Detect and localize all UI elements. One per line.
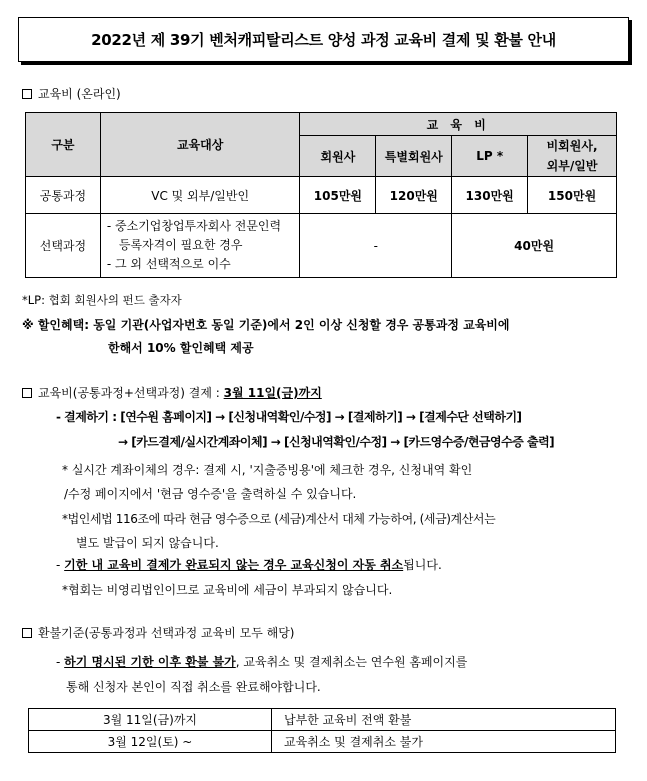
- payment-steps-line-2: → [카드결제/실시간계좌이체] → [신청내역확인/수정] → [카드영수증/현금영수증 출력]: [118, 435, 555, 449]
- page-title: 2022년 제 39기 벤처캐피탈리스트 양성 과정 교육비 결제 및 환불 안내: [18, 17, 629, 62]
- refund-period: 3월 12일(토) ~: [29, 731, 272, 753]
- fee-group-header: 교 육 비: [300, 113, 617, 136]
- fee-col-special-member: 특별회원사: [376, 136, 452, 177]
- payment-steps-line-1: [56, 409, 522, 425]
- refund-row: [29, 709, 616, 731]
- auto-cancel-warning: [56, 557, 442, 573]
- discount-text-1: 동일 기관(사업자번호 동일 기준)에서 2인 이상 신청할 경우 공통과정 교육비에: [93, 318, 510, 332]
- transfer-note-line-2: /수정 페이지에서 '현금 영수증'을 출력하실 수 있습니다.: [64, 487, 357, 501]
- refund-policy: 교육취소 및 결제취소 불가: [272, 731, 616, 753]
- fee-col-member: 회원사: [300, 136, 376, 177]
- payment-deadline: 3월 11일(금)까지: [223, 386, 322, 400]
- checkbox-square-icon: [22, 388, 32, 398]
- checkbox-square-icon: [22, 628, 32, 638]
- discount-line-1: [22, 317, 509, 333]
- fee-col-nonmember-line2: 외부/일반: [546, 159, 598, 173]
- refund-policy-line-1: [56, 654, 467, 670]
- lp-footnote: *LP: 협회 회원사의 펀드 출자자: [22, 293, 182, 307]
- refund-rest: , 교육취소 및 결제취소는 연수원 홈페이지를: [235, 655, 468, 669]
- checkbox-square-icon: [22, 89, 32, 99]
- col-group-header: 구분: [26, 113, 101, 177]
- fee-table: [25, 112, 617, 278]
- refund-table: [28, 708, 616, 753]
- section-refund-heading: [22, 625, 294, 641]
- fee-col-nonmember-line1: 비회원사,: [546, 139, 598, 153]
- section-fee-heading-text: 교육비 (온라인): [38, 87, 121, 101]
- row-common-fee-nonmember: 150만원: [528, 177, 617, 214]
- refund-bold: 하기 명시된 기한 이후 환불 불가: [64, 655, 236, 669]
- row-elective-target: [100, 214, 300, 278]
- refund-policy-line-2: 통해 신청자 본인이 직접 취소를 완료해야합니다.: [66, 680, 321, 694]
- refund-heading-text: 환불기준(공통과정과 선택과정 교육비 모두 해당): [38, 626, 295, 640]
- refund-policy: 납부한 교육비 전액 환불: [272, 709, 616, 731]
- row-common-fee-special: 120만원: [376, 177, 452, 214]
- row-elective-target-line1: - 중소기업창업투자회사 전문인력: [106, 219, 282, 233]
- transfer-note-line-1: * 실시간 계좌이체의 경우: 결제 시, '지출증빙용'에 체크한 경우, 신청내역 확인: [62, 463, 473, 477]
- tax-note-line-1: *법인세법 116조에 따라 현금 영수증으로 (세금)계산서 대체 가능하여, (세금)계산서는: [62, 512, 496, 526]
- warning-rest: 됩니다.: [403, 558, 442, 572]
- discount-line-2: 한해서 10% 할인혜택 제공: [108, 341, 254, 355]
- section-fee-heading: [22, 86, 121, 102]
- section-payment-heading: [22, 385, 322, 401]
- tax-exempt-note: *협회는 비영리법인이므로 교육비에 세금이 부과되지 않습니다.: [62, 583, 393, 597]
- row-elective-target-line2: 등록자격이 필요한 경우: [118, 238, 243, 252]
- col-target-header: 교육대상: [100, 113, 300, 177]
- refund-period: 3월 11일(금)까지: [29, 709, 272, 731]
- row-elective-target-line3: - 그 외 선택적으로 이수: [106, 257, 231, 271]
- refund-row: [29, 731, 616, 753]
- row-common-fee-lp: 130만원: [452, 177, 528, 214]
- row-common-fee-member: 105만원: [300, 177, 376, 214]
- refund-dash: -: [56, 655, 61, 669]
- fee-col-lp: LP *: [452, 136, 528, 177]
- fee-col-nonmember: [528, 136, 617, 177]
- payment-steps-text-1: [연수원 홈페이지] → [신청내역확인/수정] → [결제하기] → [결제수단 선택하기]: [120, 410, 522, 424]
- row-common-target: VC 및 외부/일반인: [100, 177, 300, 214]
- warning-bold: 기한 내 교육비 결제가 완료되지 않는 경우 교육신청이 자동 취소: [64, 558, 404, 572]
- payment-heading-text: 교육비(공통과정+선택과정) 결제 :: [38, 386, 220, 400]
- warning-dash: -: [56, 558, 61, 572]
- row-common-label: 공통과정: [26, 177, 101, 214]
- row-elective-label: 선택과정: [26, 214, 101, 278]
- discount-label: ※ 할인혜택:: [22, 318, 90, 332]
- row-elective-fee-na: -: [300, 214, 452, 278]
- tax-note-line-2: 별도 발급이 되지 않습니다.: [76, 536, 219, 550]
- row-elective-fee: 40만원: [452, 214, 617, 278]
- payment-steps-label: - 결제하기 :: [56, 410, 117, 424]
